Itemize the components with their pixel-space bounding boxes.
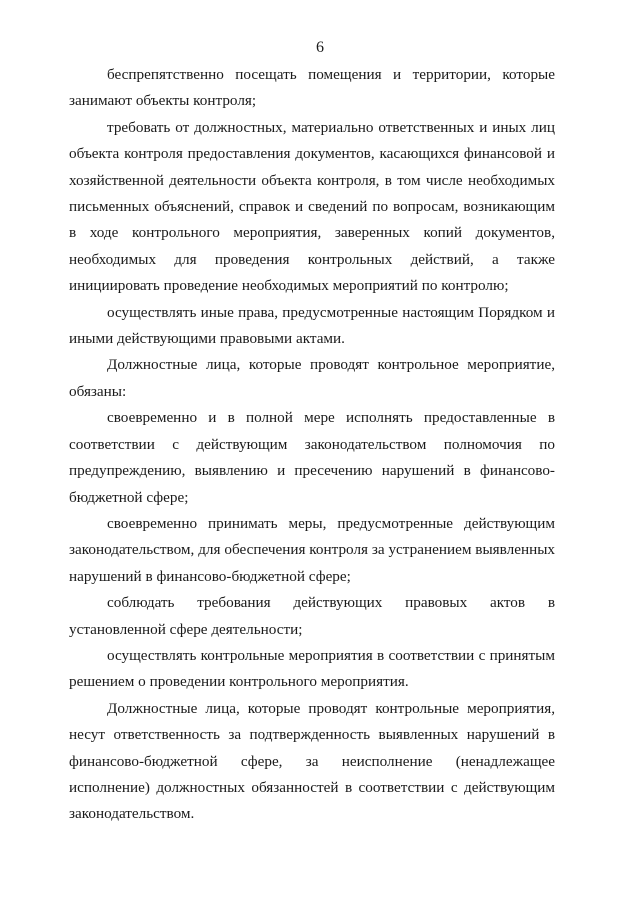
paragraph-responsibility: Должностные лица, которые проводят контрольные мероприятия, несут ответственность за подтвержденность выявленных нарушений в финансово-бюджетной сфере, за неисполнение (ненадлежащее исполнение) должностных обязанностей в соответствии с действующим законодательством. <box>69 699 555 823</box>
document-body <box>69 62 555 828</box>
paragraph-access-rights: беспрепятственно посещать помещения и территории, которые занимают объекты контроля; <box>69 66 555 110</box>
paragraph-comply-requirements: соблюдать требования действующих правовых актов в установленной сфере деятельности; <box>69 594 555 638</box>
paragraph-request-documents: требовать от должностных, материально ответственных и иных лиц объекта контроля предоставления документов, касающихся финансовой и хозяйственной деятельности объекта контроля, в том числе необходимых письменных объяснений, справок и сведений по вопросам, возникающим в ходе контрольного мероприятия, заверенных копий документов, необходимых для проведения контрольных действий, а также инициировать проведение необходимых мероприятий по контролю; <box>69 118 555 295</box>
paragraph-other-rights: осуществлять иные права, предусмотренные настоящим Порядком и иными действующими правовыми актами. <box>69 303 555 348</box>
paragraph-obligations-intro: Должностные лица, которые проводят контрольное мероприятие, обязаны: <box>69 356 555 400</box>
paragraph-conduct-control: осуществлять контрольные мероприятия в соответствии с принятым решением о проведении контрольного мероприятия. <box>69 646 555 691</box>
paragraph-take-measures: своевременно принимать меры, предусмотренные действующим законодательством, для обеспечения контроля за устранением выявленных нарушений в финансово-бюджетной сфере; <box>69 514 555 585</box>
paragraph-exercise-powers: своевременно и в полной мере исполнять предоставленные в соответствии с действующим законодательством полномочия по предупреждению, выявлению и пресечению нарушений в финансово-бюджетной сфере; <box>69 409 555 506</box>
page-number: 6 <box>316 39 324 56</box>
